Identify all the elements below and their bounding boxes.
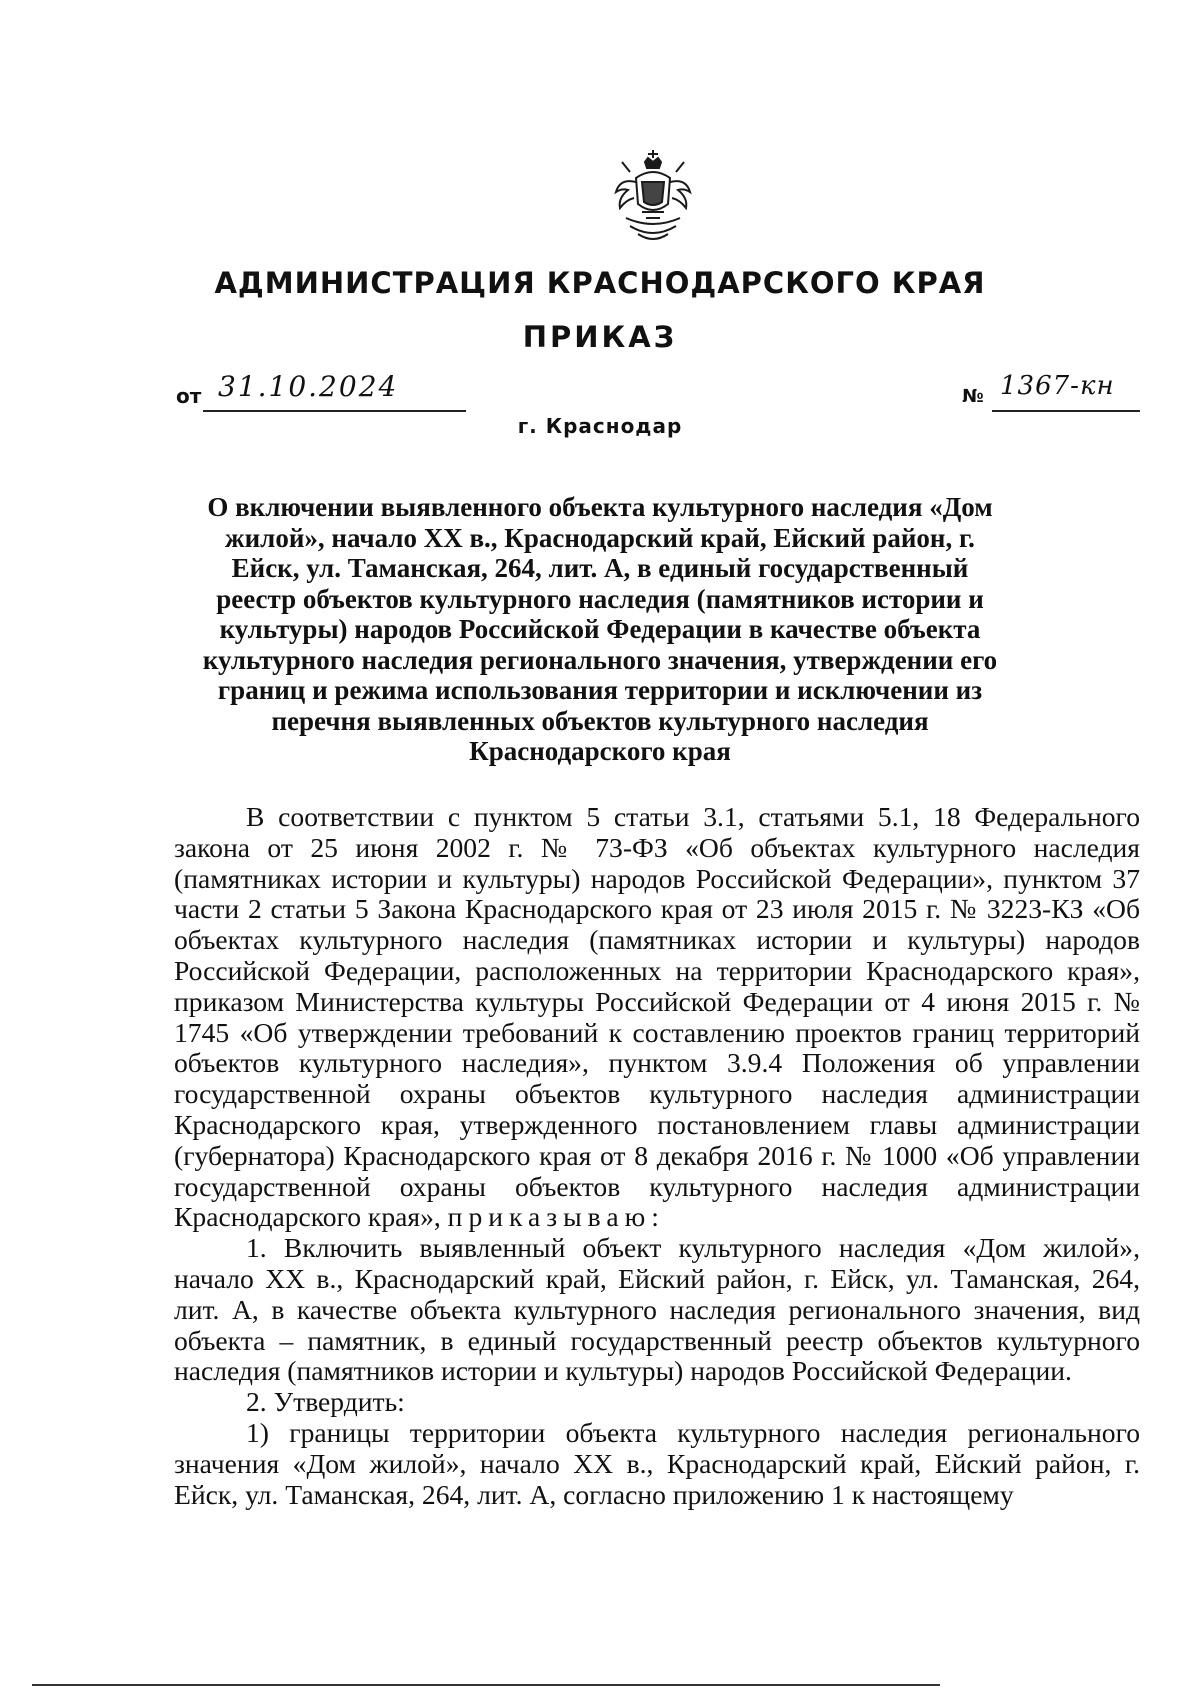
item-1-paragraph: 1. Включить выявленный объект культурного наследия «Дом жилой», начало XX в., Краснодарский край, Ейский район, г. Ейск, ул. Таманская, 264, лит. А, в качестве объекта культурного наследия регионального значения, вид объекта – памятник, в единый государственный реестр объектов культурного наследия (памятников истории и культуры) народов Российской Федерации. bbox=[174, 1232, 1140, 1387]
document-body bbox=[174, 802, 1140, 1510]
date-underline bbox=[203, 410, 466, 412]
date-field bbox=[176, 370, 466, 414]
city-label: г. Краснодар bbox=[517, 414, 683, 438]
order-word: приказываю: bbox=[447, 1201, 665, 1233]
document-type: ПРИКАЗ bbox=[522, 320, 678, 354]
agency-name: АДМИНИСТРАЦИЯ КРАСНОДАРСКОГО КРАЯ bbox=[214, 266, 986, 300]
preamble-text: В соответствии с пунктом 5 статьи 3.1, статьями 5.1, 18 Федерального закона от 25 июня 2002 г. № 73-ФЗ «Об объектах культурного наследия (памятниках истории и культуры) народов Российской Федерации», пунктом 37 части 2 статьи 5 Закона Краснодарского края от 23 июля 2015 г. № 3223-КЗ «Об объектах культурного наследия (памятниках истории и культуры) народов Российской Федерации, расположенных на территории Краснодарского края», приказом Министерства культуры Российской Федерации от 4 июня 2015 г. № 1745 «Об утверждении требований к составлению проектов границ территорий объектов культурного наследия», пунктом 3.9.4 Положения об управлении государственной охраны объектов культурного наследия администрации Краснодарского края, утвержденного постановлением главы администрации (губернатора) Краснодарского края от 8 декабря 2016 г. № 1000 «Об управлении государственной охраны объектов культурного наследия администрации Краснодарского края», bbox=[174, 801, 1140, 1233]
handwritten-date: 31.10.2024 bbox=[218, 370, 399, 403]
handwritten-number: 1367-кн bbox=[1000, 371, 1115, 401]
item-2-1-paragraph: 1) границы территории объекта культурного наследия регионального значения «Дом жилой», начало XX в., Краснодарский край, Ейский район, г. Ейск, ул. Таманская, 264, лит. А, согласно приложению 1 к настоящему bbox=[174, 1416, 1140, 1510]
coat-of-arms-icon bbox=[612, 148, 694, 248]
bottom-rule bbox=[32, 1684, 940, 1686]
number-field bbox=[962, 371, 1140, 414]
number-underline bbox=[992, 410, 1140, 412]
preamble-paragraph bbox=[174, 802, 1140, 1233]
number-prefix-label: № bbox=[962, 386, 984, 407]
item-2-paragraph: 2. Утвердить: bbox=[246, 1386, 405, 1418]
date-prefix-label: от bbox=[176, 384, 202, 408]
document-title: О включении выявленного объекта культурного наследия «Дом жилой», начало XX в., Краснодарский край, Ейский район, г. Ейск, ул. Таманская, 264, лит. А, в единый государственный реестр объектов культурного наследия (памятников истории и культуры) народов Российской Федерации в качестве объекта культурного наследия регионального значения, утверждении его границ и режима использования территории и исключении из перечня выявленных объектов культурного наследия Краснодарского края bbox=[202, 492, 998, 766]
